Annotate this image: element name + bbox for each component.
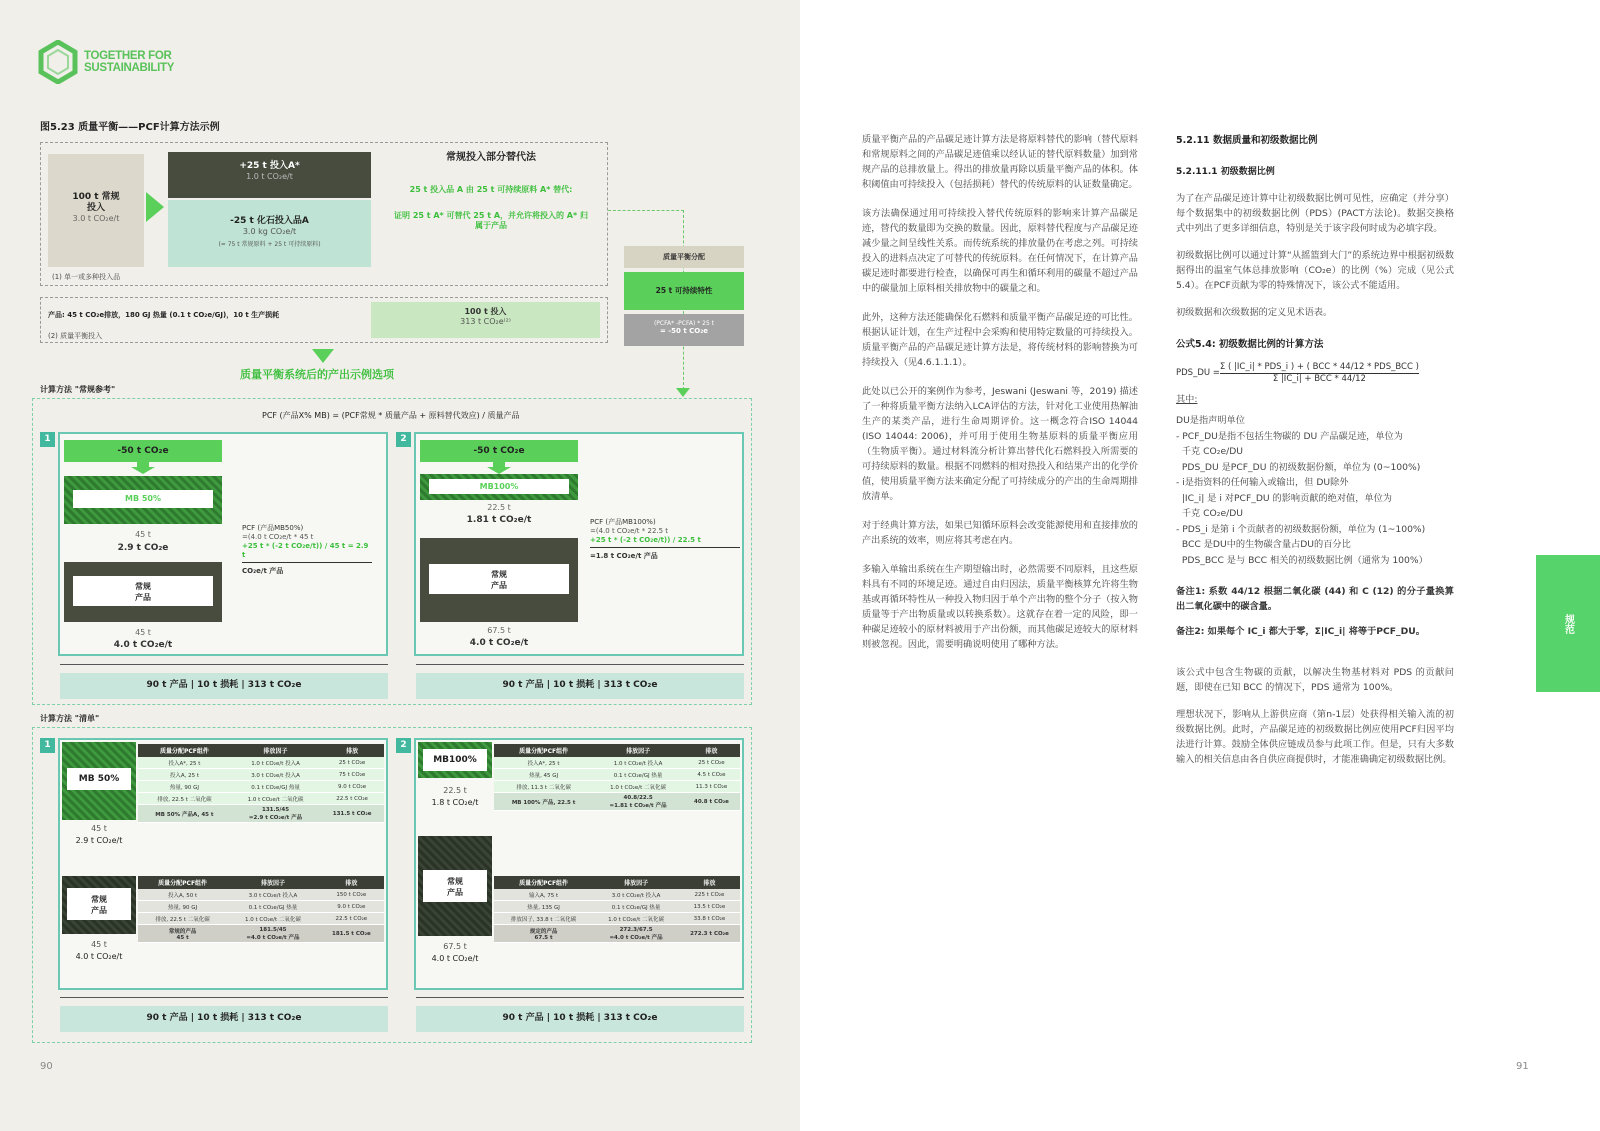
section-heading: 5.2.11 数据质量和初级数据比例 — [1176, 135, 1318, 146]
card1-v1: 2.9 t CO₂e — [117, 543, 169, 553]
table-header-cell: 排放因子 — [227, 876, 319, 889]
card2-calc1: PCF (产品MB100%) — [590, 518, 656, 526]
definition-item: - PDS_i 是第 i 个贡献者的初级数据份额，单位为 (1~100%) — [1176, 523, 1426, 535]
table-header-cell: 质量分配PCF组件 — [138, 744, 231, 757]
card3-table1-grid — [138, 744, 384, 823]
formula-denominator: Σ |IC_i| + BCC * 44/12 — [1272, 374, 1366, 384]
table-total-cell: 常规的产品 45 t — [138, 925, 227, 943]
alloc-formula1: (PCFA* -PCFA) * 25 t — [653, 320, 715, 327]
card3-v2: 4.0 t CO₂e/t — [75, 952, 123, 961]
card2-calc2: =(4.0 t CO₂e/t * 22.5 t — [590, 527, 669, 535]
table-row — [138, 769, 384, 781]
card4-table2 — [494, 876, 740, 943]
table-cell: 33.8 t CO₂e — [679, 913, 740, 925]
paragraph-3: 初级数据和次级数据的定义见术语表。 — [1176, 307, 1333, 318]
footnote2: (2) 质量平衡投入 — [48, 332, 103, 340]
table-header-cell: 排放因子 — [593, 876, 679, 889]
table-header-cell: 质量分配PCF组件 — [494, 744, 593, 757]
definition-item: - PCF_DU是指不包括生物碳的 DU 产品碳足迹，单位为 — [1176, 430, 1403, 442]
card3-table2 — [138, 876, 384, 943]
minus-input-box — [168, 200, 371, 267]
table-total-row — [494, 925, 740, 943]
paragraph-4: 该公式中包含生物碳的贡献，以解决生物基材料对 PDS 的贡献问题，即使在已知 BCC 的情况下，PDS 通常为 100%。 — [1176, 667, 1454, 693]
card4-conv-block — [418, 836, 492, 936]
formula-numerator: Σ ( |IC_i| * PDS_i ) + ( BCC * 44/12 * PDS_BCC ) — [1219, 362, 1419, 372]
method-line2: 证明 25 t A* 可替代 25 t A，并允许将投入的 A* 归属于产品 — [394, 211, 588, 230]
table-header-cell: 排放因子 — [593, 744, 683, 757]
table-header-cell: 排放 — [319, 876, 384, 889]
where-label: 其中: — [1176, 394, 1198, 405]
connector-line — [608, 210, 684, 211]
table-cell: 投入A, 25 t — [138, 769, 231, 781]
paragraph-1: 为了在产品碳足迹计算中让初级数据比例可见性，应确定（并分享）每个数据集中的初级数据比例（PDS）(PACT方法论)。数据交换格式中列出了更多详细信息，特别是关于该字段何时成为必填字段。 — [1176, 193, 1454, 234]
minus-value: 3.0 kg CO₂e/t — [242, 227, 297, 236]
table-row — [138, 913, 384, 925]
card2-calc — [590, 518, 740, 561]
card4-t2: 67.5 t — [443, 942, 467, 951]
card1-bar: -50 t CO₂e — [64, 440, 222, 462]
table-header-row — [494, 744, 740, 757]
card1-calc3: +25 t * (-2 t CO₂e/t)) / 45 t = 2.9 t — [242, 542, 372, 563]
table-header-cell: 质量分配PCF组件 — [494, 876, 593, 889]
definition-item: PDS_BCC 是与 BCC 相关的初级数据比例（通常为 100%） — [1176, 554, 1428, 566]
table-cell: 排放, 22.5 t 二氧化碳 — [138, 913, 227, 925]
table-cell: 25 t CO₂e — [683, 757, 740, 769]
arrow-down-icon — [312, 349, 334, 363]
table-cell: 输入A, 75 t — [494, 889, 593, 901]
table-cell: 3.0 t CO₂e/t 投入A — [231, 769, 320, 781]
side-tab[interactable]: 规范 — [1536, 555, 1600, 692]
method-text — [386, 152, 596, 231]
table-cell: 11.3 t CO₂e — [683, 781, 740, 793]
table-cell: 1.0 t CO₂e/t 投入A — [593, 757, 683, 769]
card2-calc4: =1.8 t CO₂e/t 产品 — [590, 552, 658, 560]
plus-value: 1.0 t CO₂e/t — [246, 172, 293, 181]
card1-number: 1 — [40, 432, 55, 447]
plus-title: +25 t 投入A* — [239, 161, 300, 171]
definition-item: |IC_i| 是 i 对PCF_DU 的影响贡献的绝对值，单位为 — [1176, 492, 1392, 504]
table-cell: 9.0 t CO₂e — [319, 901, 384, 913]
product-text: 产品: 45 t CO₂e排放，180 GJ 热量 (0.1 t CO₂e/GJ)，10 t 生产损耗 — [48, 311, 280, 319]
card2-t1: 22.5 t — [487, 503, 511, 512]
table-cell: 1.0 t CO₂e/t 二氧化碳 — [593, 913, 679, 925]
text-column-2 — [1176, 132, 1454, 767]
right-page — [800, 0, 1600, 1131]
column1-paragraph: 质量平衡产品的产品碳足迹计算方法是将原料替代的影响（替代原料和常规原料之间的产品碳足迹值乘以经认证的替代原料数量）加到常规产品的总排放量上。得出的排放量再除以质量平衡产品的体积。体积阈值由可持续投入（包括损耗）替代的传统原料的认证数量确定。 — [862, 134, 1138, 190]
table-row — [138, 757, 384, 769]
card2-mb: MB100% — [429, 479, 569, 494]
card4-bracket — [416, 997, 744, 998]
card3-t2: 45 t — [91, 940, 107, 949]
definition-item: 千克 CO₂e/DU — [1176, 446, 1244, 457]
table-header-cell: 排放因子 — [231, 744, 320, 757]
card1-calc1: PCF (产品MB50%) — [242, 524, 304, 532]
formula-lhs: PDS_DU = — [1176, 368, 1220, 378]
card2-mb-block — [420, 474, 578, 500]
table-cell: 投入A*, 25 t — [138, 757, 231, 769]
card2-conv: 常规 产品 — [429, 564, 569, 594]
table-row — [494, 889, 740, 901]
column1-paragraph: 该方法确保通过用可持续投入替代传统原料的影响来计算产品碳足迹，替代的数量即为交换的数量。因此，原料替代程度与产品碳足迹减少量之间呈线性关系。而传统系统的排放量仍在考虑之列。可持续投入的进料点决定了可替代的传统原料。在任何情况下，在计算产品碳足迹时都要进行检查，以确保可再生和循环利用的碳量不超过产品中的碳量加上原料相关排放物中的碳量之和。 — [862, 208, 1138, 294]
input-value: 3.0 t CO₂e/t — [72, 214, 120, 223]
page-number-right: 91 — [1516, 1061, 1529, 1072]
card4-table1 — [494, 744, 740, 811]
table-cell: 3.0 t CO₂e/t 投入A — [593, 889, 679, 901]
table-total-cell: 272.3/67.5 =4.0 t CO₂e/t 产品 — [593, 925, 679, 943]
text-column-1 — [862, 132, 1138, 666]
table-cell: 热量, 90 GJ — [138, 781, 231, 793]
table-header-cell: 排放 — [320, 744, 384, 757]
input-100t-box — [371, 302, 600, 338]
method1-formula: PCF (产品X% MB) = (PCF常规 * 质量产品 + 原料替代效应) / 质量产品 — [262, 411, 520, 420]
table-row — [494, 769, 740, 781]
table-total-cell: 272.3 t CO₂e — [679, 925, 740, 943]
arrow-down-small-icon — [676, 388, 690, 397]
conventional-input-box — [48, 154, 144, 267]
hexagon-logo-icon — [38, 40, 78, 84]
after-label: 质量平衡系统后的产出示例选项 — [240, 368, 394, 381]
method-line1: 25 t 投入品 A 由 25 t 可持续原料 A* 替代: — [409, 185, 573, 194]
card1-mb: MB 50% — [73, 490, 213, 508]
card1-bracket — [60, 664, 388, 665]
card4-v1: 1.8 t CO₂e/t — [431, 798, 479, 807]
table-cell: 1.0 t CO₂e/t 二氧化碳 — [593, 781, 683, 793]
card1-calc — [242, 524, 372, 576]
table-cell: 热量, 135 GJ — [494, 901, 593, 913]
input-title: 100 t 常规 投入 — [72, 192, 120, 213]
table-row — [494, 757, 740, 769]
table-cell: 3.0 t CO₂e/t 投入A — [227, 889, 319, 901]
card3-mb: MB 50% — [67, 768, 131, 790]
card3-v1: 2.9 t CO₂e/t — [75, 836, 123, 845]
table-row — [138, 889, 384, 901]
card2-v2: 4.0 t CO₂e/t — [469, 638, 529, 648]
table-cell: 75 t CO₂e — [320, 769, 384, 781]
card2-bracket — [416, 664, 744, 665]
input-100t-value: 313 t CO₂e⁽²⁾ — [460, 317, 511, 326]
table-cell: 排放, 22.5 t 二氧化碳 — [138, 793, 231, 805]
table-cell: 热量, 45 GJ — [494, 769, 593, 781]
table-total-cell: MB 100% 产品, 22.5 t — [494, 793, 593, 811]
minus-title: -25 t 化石投入品A — [230, 216, 309, 226]
table-cell: 13.5 t CO₂e — [679, 901, 740, 913]
table-cell: 225 t CO₂e — [679, 889, 740, 901]
table-total-cell: MB 50% 产品A, 45 t — [138, 805, 231, 823]
table-cell: 排放, 11.3 t 二氧化碳 — [494, 781, 593, 793]
card2-conv-block — [420, 538, 578, 622]
table-cell: 0.1 t CO₂e/GJ 热量 — [227, 901, 319, 913]
card4-v2: 4.0 t CO₂e/t — [431, 954, 479, 963]
table-total-cell: 131.5/45 =2.9 t CO₂e/t 产品 — [231, 805, 320, 823]
card2-calc3: +25 t * (-2 t CO₂e/t)) / 22.5 t — [590, 536, 740, 548]
method-title: 常规投入部分替代法 — [446, 152, 536, 163]
note-2: 备注2: 如果每个 IC_i 都大于零，Σ|IC_i| 将等于PCF_DU。 — [1176, 626, 1425, 637]
footnote1: (1) 单一或多种投入品 — [52, 273, 121, 281]
column1-paragraph: 此外，这种方法还能确保化石燃料和质量平衡产品碳足迹的可比性。根据认证计划，在生产过程中会采购和使用特定数量的可持续投入。质量平衡产品的产品碳足迹计算方法是，将传统材料的影响替换为可持续投入（见4.6.1.1.1）。 — [862, 312, 1138, 368]
table-cell: 9.0 t CO₂e — [320, 781, 384, 793]
column1-paragraph: 多输入单输出系统在生产期望输出时，必然需要不同原料，且这些原料具有不同的环境足迹。通过自由归因法，质量平衡核算允许将生物基或再循环特性从一种投入物归因于单个产出物的整个分子（按入物质量等于产出物质量或以转换系数）。这就存在着一定的风险，即一种碳足迹较小的原材料被用于产出份额，而其他碳足迹较大的原材料则被忽视。因此，需要明确说明使用了哪种方法。 — [862, 564, 1138, 650]
alloc-formula2: = -50 t CO₂e — [659, 327, 709, 335]
card1-t2: 45 t — [135, 628, 151, 637]
alloc-formula — [624, 314, 744, 346]
table-header-row — [138, 744, 384, 757]
table-cell: 1.0 t CO₂e/t 二氧化碳 — [231, 793, 320, 805]
table-total-cell: 40.8 t CO₂e — [683, 793, 740, 811]
definition-item: PDS_DU 是PCF_DU 的初级数据份额，单位为 (0~100%) — [1176, 461, 1421, 473]
card1-calc4: CO₂e/t 产品 — [242, 567, 284, 575]
table-cell: 投入A, 50 t — [138, 889, 227, 901]
alloc-mid: 25 t 可持续特性 — [624, 272, 744, 310]
column1-paragraph: 此处以已公开的案例作为参考，Jeswani (Jeswani 等，2019) 描述了一种将质量平衡方法纳入LCA评估的方法，针对化工业使用热解油生产的某类产品，进行生命周期评价。这一概念符合ISO 14044 (ISO 14044: 2006)，并可用于使用生物基原料的质量平衡应用（生物质平衡）。通过材料流分析计算出替代化石燃料投入所需要的可持续原料的数量。根据不同燃料的相对热投入和结果产出的化学价值，使用质量平衡方法来确定分配了可持续成分的产出的生命周期排放清单。 — [862, 386, 1138, 502]
method1-label: 计算方法 "常规参考" — [40, 385, 116, 394]
card4-table1-grid — [494, 744, 740, 811]
card1-conv: 常规 产品 — [73, 576, 213, 606]
card1-mb-block — [64, 476, 222, 524]
card4-footer: 90 t 产品 | 10 t 损耗 | 313 t CO₂e — [416, 1006, 744, 1032]
table-cell: 热量, 90 GJ — [138, 901, 227, 913]
input-100t-title: 100 t 投入 — [464, 307, 507, 316]
card2-bar: -50 t CO₂e — [420, 440, 578, 462]
column1-paragraph: 对于经典计算方法，如果已知循环原料会改变能源使用和直接排放的产出系统的效率，则应将其考虑在内。 — [862, 520, 1138, 546]
table-header-cell: 质量分配PCF组件 — [138, 876, 227, 889]
logo-line2: SUSTAINABILITY — [84, 62, 175, 74]
table-total-row — [494, 793, 740, 811]
card4-conv: 常规 产品 — [423, 870, 487, 902]
table-row — [138, 901, 384, 913]
card1-t1: 45 t — [135, 530, 151, 539]
table-cell: 22.5 t CO₂e — [319, 913, 384, 925]
table-total-cell: 131.5 t CO₂e — [320, 805, 384, 823]
logo — [38, 40, 174, 84]
card3-conv: 常规 产品 — [67, 888, 131, 920]
table-cell: 0.1 t CO₂e/GJ 热量 — [593, 901, 679, 913]
definition-item: 千克 CO₂e/DU — [1176, 508, 1244, 519]
table-cell: 排放因子, 33.8 t 二氧化碳 — [494, 913, 593, 925]
logo-text — [84, 50, 174, 74]
card4-t1: 22.5 t — [443, 786, 467, 795]
card1-footer: 90 t 产品 | 10 t 损耗 | 313 t CO₂e — [60, 673, 388, 699]
table-cell: 投入A*, 25 t — [494, 757, 593, 769]
table-cell: 0.1 t CO₂e/GJ 热量 — [593, 769, 683, 781]
card2-t2: 67.5 t — [487, 626, 511, 635]
table-cell: 1.0 t CO₂e/t 二氧化碳 — [227, 913, 319, 925]
card4-mb-block — [418, 742, 492, 778]
formula-title: 公式5.4: 初级数据比例的计算方法 — [1176, 339, 1324, 350]
table-cell: 150 t CO₂e — [319, 889, 384, 901]
table-total-row — [138, 925, 384, 943]
card3-table2-grid — [138, 876, 384, 943]
card3-table1 — [138, 744, 384, 823]
card2-v1: 1.81 t CO₂e/t — [466, 515, 532, 525]
figure-title: 图5.23 质量平衡——PCF计算方法示例 — [40, 122, 220, 133]
note-1: 备注1: 系数 44/12 根据二氧化碳 (44) 和 C (12) 的分子量换算出二氧化碳中的碳含量。 — [1176, 586, 1454, 612]
table-total-cell: 181.5/45 =4.0 t CO₂e/t 产品 — [227, 925, 319, 943]
arrow-right-icon — [146, 192, 164, 222]
table-header-row — [138, 876, 384, 889]
table-header-cell: 排放 — [679, 876, 740, 889]
table-cell: 4.5 t CO₂e — [683, 769, 740, 781]
page-number-left: 90 — [40, 1061, 53, 1072]
paragraph-5: 理想状况下，影响从上游供应商（第n-1层）处获得相关输入流的初级数据比例。此时，产品碳足迹的初级数据比例应使用PCF归因平均法进行计算。鼓励全体供应链成员参与此项工作。但是，只有大多数输入的相关信息由各自供应商提供时，才能准确确定初级数据比例。 — [1176, 709, 1454, 765]
card3-number: 1 — [40, 738, 55, 753]
minus-note: (= 75 t 常规原料 + 25 t 可持续原料) — [218, 241, 321, 248]
alloc-head: 质量平衡分配 — [624, 246, 744, 268]
card2-number: 2 — [396, 432, 411, 447]
table-row — [494, 913, 740, 925]
table-total-cell: 规定的产品 67.5 t — [494, 925, 593, 943]
table-total-row — [138, 805, 384, 823]
card1-conv-block — [64, 562, 222, 622]
card3-footer: 90 t 产品 | 10 t 损耗 | 313 t CO₂e — [60, 1006, 388, 1032]
definition-item: BCC 是DU中的生物碳含量占DU的百分比 — [1176, 539, 1351, 550]
logo-line1: TOGETHER FOR — [84, 50, 172, 62]
card2-footer: 90 t 产品 | 10 t 损耗 | 313 t CO₂e — [416, 673, 744, 699]
table-header-row — [494, 876, 740, 889]
method2-label: 计算方法 "清单" — [40, 714, 100, 723]
table-total-cell: 181.5 t CO₂e — [319, 925, 384, 943]
definition-item: DU是指声明单位 — [1176, 415, 1245, 426]
card4-mb: MB100% — [423, 749, 487, 771]
card4-table2-grid — [494, 876, 740, 943]
card1-calc2: =(4.0 t CO₂e/t * 45 t — [242, 533, 314, 541]
definitions-list — [1176, 413, 1454, 568]
card3-bracket — [60, 997, 388, 998]
table-total-cell: 40.8/22.5 =1.81 t CO₂e/t 产品 — [593, 793, 683, 811]
card2-arrow-icon — [487, 462, 511, 474]
table-cell: 1.0 t CO₂e/t 投入A — [231, 757, 320, 769]
card3-conv-block — [62, 876, 136, 934]
card4-number: 2 — [396, 738, 411, 753]
card1-arrow-icon — [131, 462, 155, 474]
table-row — [494, 781, 740, 793]
table-cell: 25 t CO₂e — [320, 757, 384, 769]
plus-input-box — [168, 152, 371, 198]
definition-item: - i是指资料的任何输入或输出，但 DU除外 — [1176, 477, 1349, 488]
card3-mb-block — [62, 742, 136, 820]
formula — [1176, 362, 1454, 384]
table-cell: 0.1 t CO₂e/GJ 热量 — [231, 781, 320, 793]
paragraph-2: 初级数据比例可以通过计算“从摇篮到大门”的系统边界中根据初级数据得出的温室气体总排放影响（CO₂e）的比例（%）完成（见公式5.4）。在PCF贡献为零的特殊情况下，该公式不能适用。 — [1176, 250, 1454, 291]
card3-t1: 45 t — [91, 824, 107, 833]
card1-v2: 4.0 t CO₂e/t — [113, 640, 173, 650]
subsection-heading: 5.2.11.1 初级数据比例 — [1176, 167, 1275, 177]
table-row — [138, 793, 384, 805]
table-cell: 22.5 t CO₂e — [320, 793, 384, 805]
table-header-cell: 排放 — [683, 744, 740, 757]
table-row — [494, 901, 740, 913]
table-row — [138, 781, 384, 793]
